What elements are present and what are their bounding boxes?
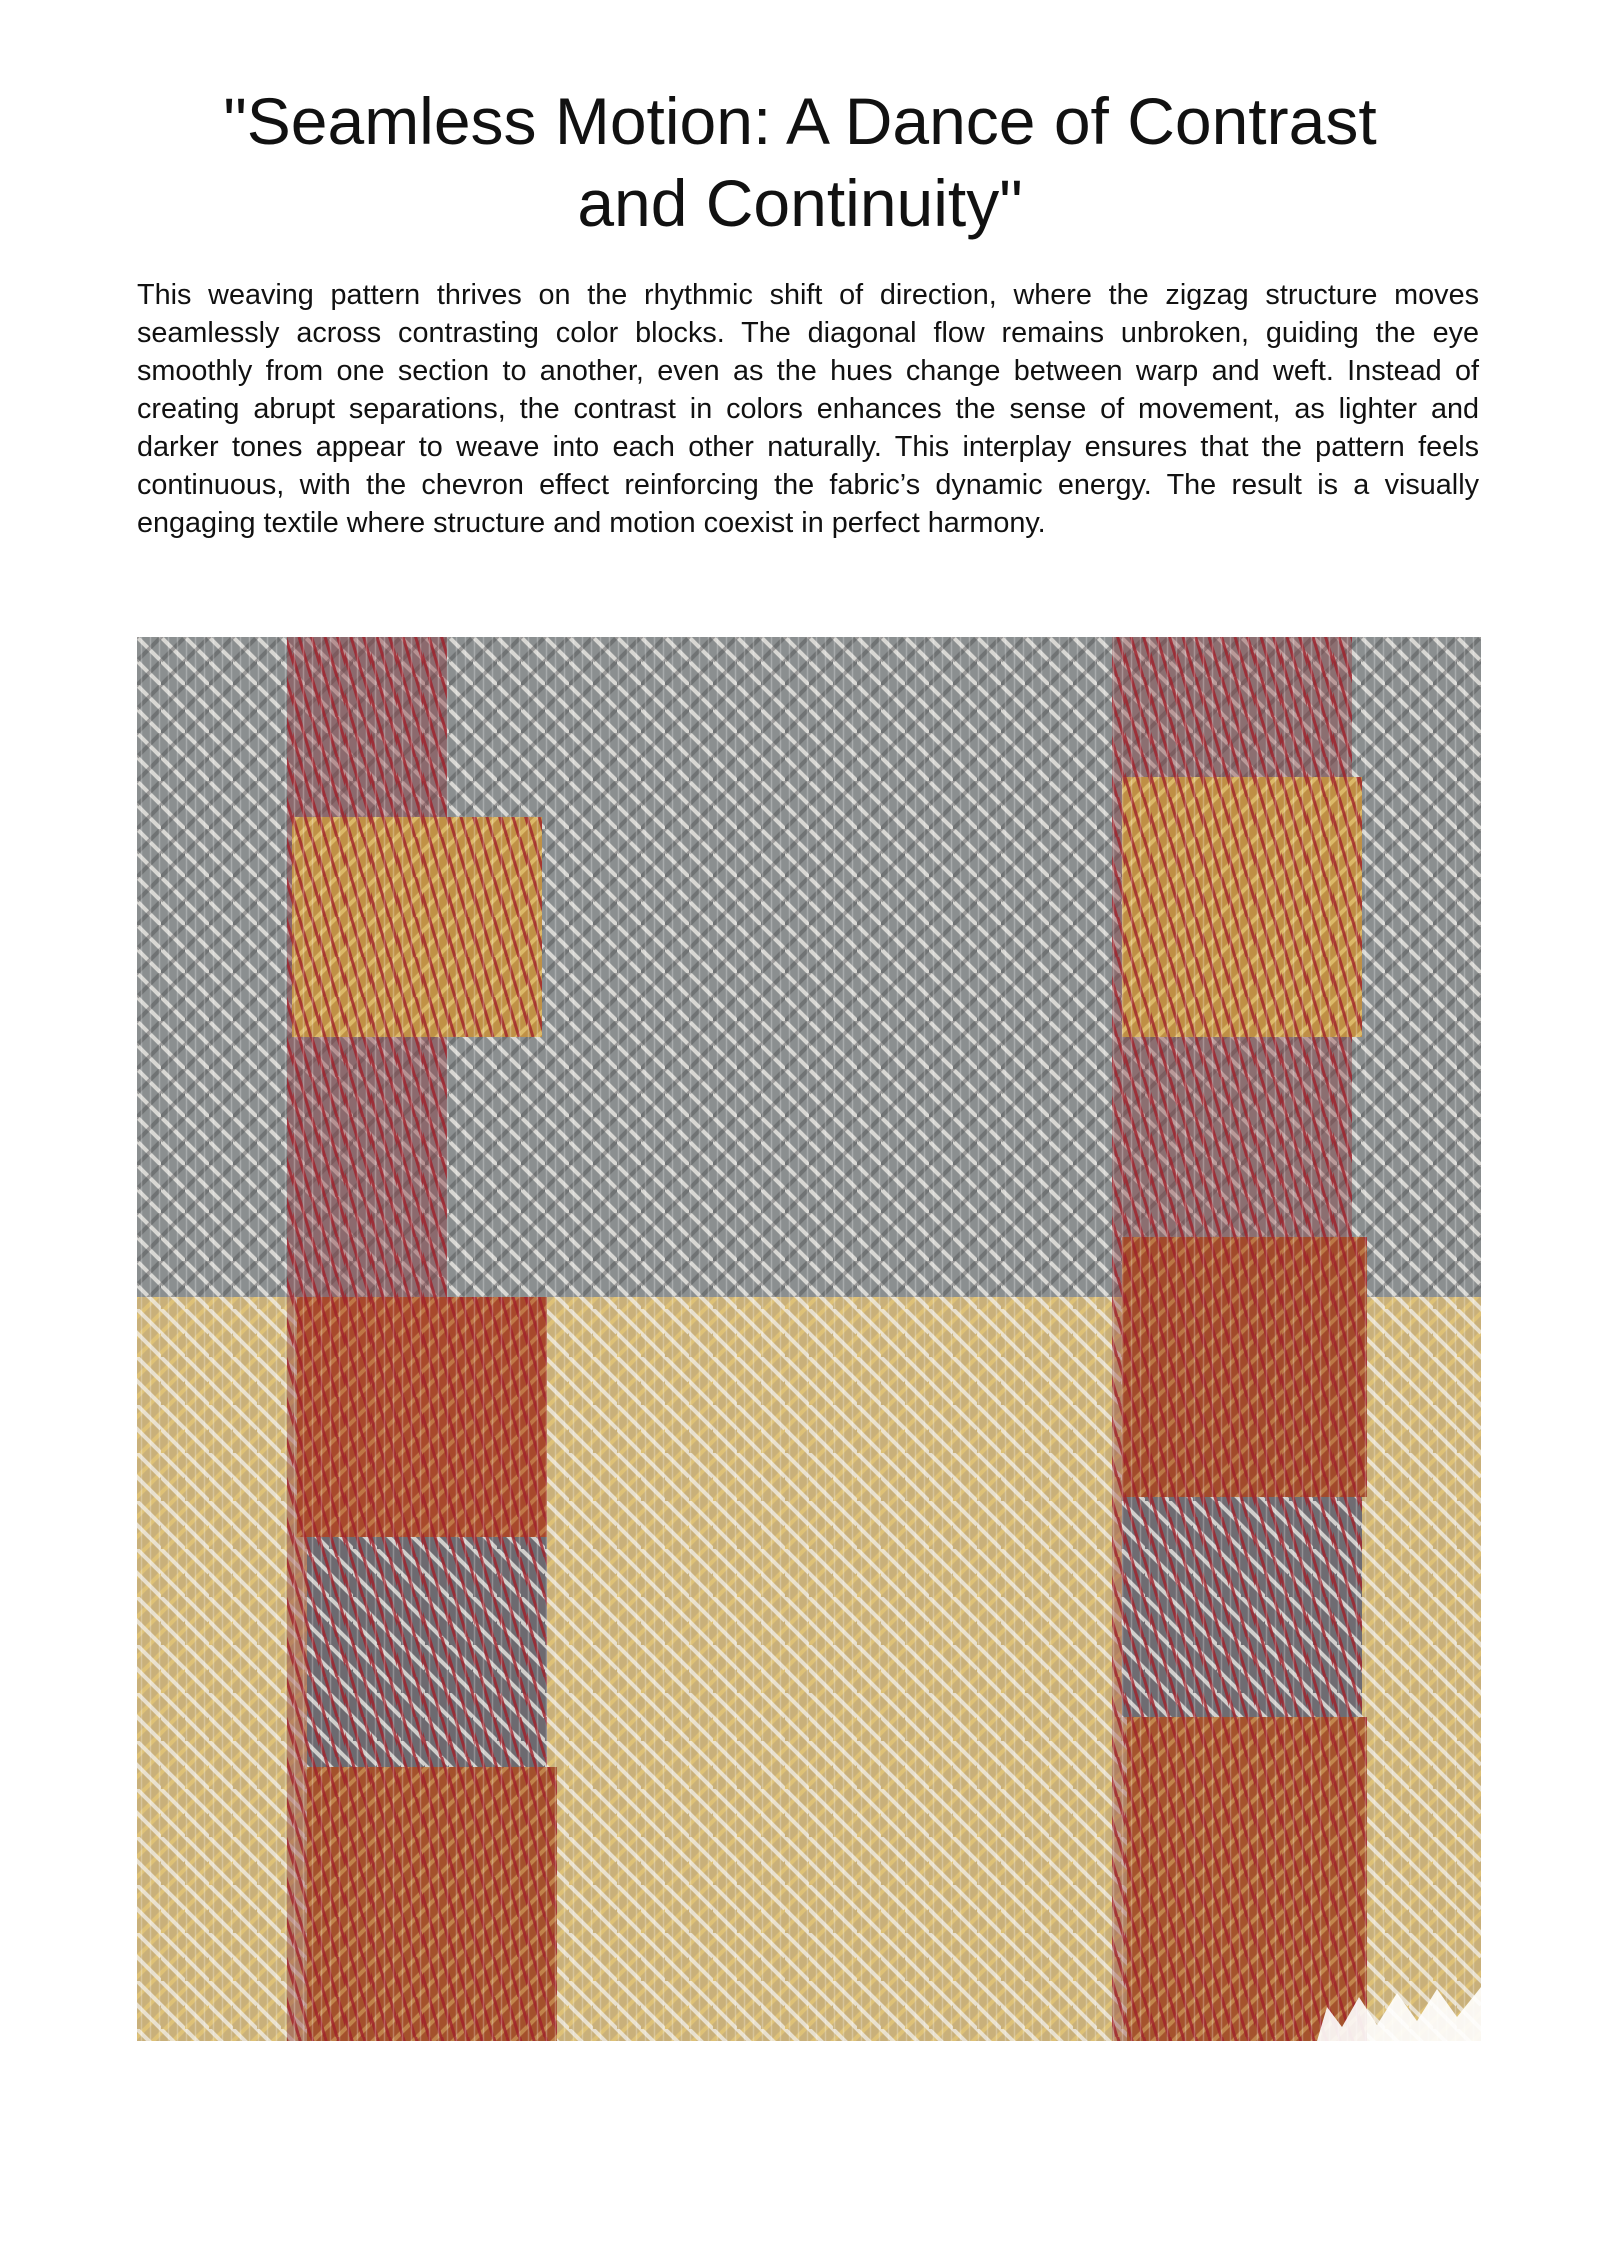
page-title: "Seamless Motion: A Dance of Contrast and Continuity"	[223, 84, 1377, 240]
textile-photo	[137, 637, 1481, 2041]
body-paragraph: This weaving pattern thrives on the rhythmic shift of direction, where the zigzag structure moves seamlessly across contrasting color blocks. The diagonal flow remains unbroken, guiding the eye smoothly from one section to another, even as the hues change between warp and weft. Instead of creating abrupt separations, the contrast in colors enhances the sense of movement, as lighter and darker tones appear to weave into each other naturally. This interplay ensures that the pattern feels continuous, with the chevron effect reinforcing the fabric’s dynamic energy. The result is a visually engaging textile where structure and motion coexist in perfect harmony.	[137, 279, 1479, 539]
woven-textile-image	[137, 637, 1481, 2041]
